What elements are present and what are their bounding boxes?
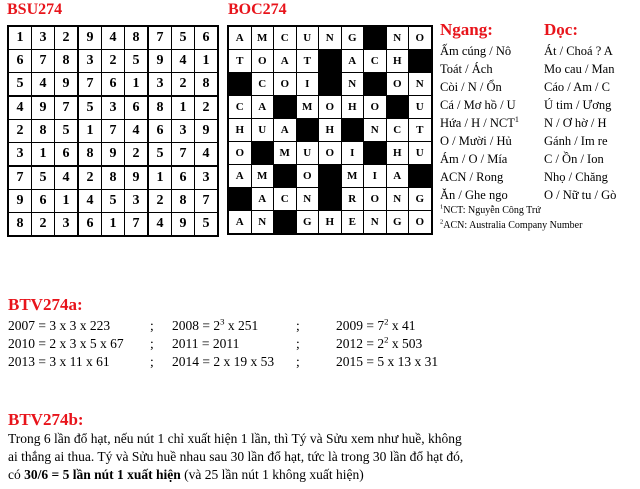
sudoku-cell: 2 (32, 213, 55, 237)
crossword-cell: G (296, 211, 319, 235)
crossword-cell: O (409, 211, 432, 235)
crossword-black-cell (386, 96, 409, 119)
sudoku-cell: 9 (148, 50, 172, 73)
sudoku-cell: 5 (172, 26, 195, 50)
ngang-title: Ngang: (440, 20, 493, 39)
sudoku-cell: 9 (125, 166, 149, 190)
btv-b-line: có 30/6 = 5 lần nút 1 xuất hiện (và 25 lần nút 1 không xuất hiện) (8, 467, 364, 482)
crossword-cell: N (319, 26, 342, 50)
doc-clue: C / Ồn / Ion (544, 152, 604, 166)
crossword-black-cell (409, 165, 432, 188)
ngang-clue: Ám / O / Mía (440, 152, 508, 166)
sudoku-cell: 7 (32, 50, 55, 73)
ngang-clue: Ăn / Ghe ngo (440, 188, 508, 202)
crossword-cell: N (296, 188, 319, 211)
sudoku-cell: 9 (32, 96, 55, 120)
crossword-cell: H (319, 119, 342, 142)
sudoku-cell: 5 (55, 120, 79, 143)
sudoku-cell: 1 (195, 50, 219, 73)
crossword-cell: G (341, 26, 364, 50)
crossword-cell: M (296, 96, 319, 119)
btv-b-line: Trong 6 lần đổ hạt, nếu nút 1 chỉ xuất hiện 1 lần, thì Tý và Sửu xem như huề, không (8, 431, 462, 446)
separator: ; (150, 354, 154, 369)
sudoku-cell: 2 (8, 120, 32, 143)
crossword-cell: C (274, 188, 297, 211)
factorization-equation: 2015 = 5 x 13 x 31 (336, 354, 439, 369)
sudoku-cell: 5 (78, 96, 102, 120)
crossword-cell: H (341, 96, 364, 119)
crossword-cell: U (409, 96, 432, 119)
sudoku-cell: 6 (102, 73, 125, 97)
doc-clue: Mo cau / Man (544, 62, 615, 76)
crossword-cell: A (228, 211, 251, 235)
crossword-cell: U (296, 26, 319, 50)
ngang-clue: Ấm cúng / Nô (440, 44, 512, 58)
sudoku-cell: 8 (148, 96, 172, 120)
sudoku-cell: 5 (125, 50, 149, 73)
sudoku-cell: 1 (78, 120, 102, 143)
crossword-cell: T (228, 50, 251, 73)
crossword-cell: C (364, 50, 387, 73)
sudoku-cell: 2 (78, 166, 102, 190)
crossword-cell: M (341, 165, 364, 188)
doc-clue: Cáo / Am / C (544, 80, 610, 94)
sudoku-cell: 2 (195, 96, 219, 120)
factorization-equation: $2008 = 2^3$ x 251 (172, 316, 259, 333)
factorization-equation: 2013 = 3 x 11 x 61 (8, 354, 110, 369)
sudoku-cell: 4 (8, 96, 32, 120)
crossword-grid (227, 25, 433, 235)
crossword-cell: N (386, 26, 409, 50)
sudoku-cell: 8 (32, 120, 55, 143)
crossword-cell: H (386, 142, 409, 165)
separator: ; (150, 336, 154, 351)
doc-list (544, 42, 616, 204)
sudoku-cell: 8 (172, 190, 195, 213)
separator: ; (296, 318, 300, 333)
sudoku-cell: 4 (172, 50, 195, 73)
crossword-cell: C (228, 96, 251, 119)
factorization-equation: $2012 = 2^2$ x 503 (336, 334, 423, 351)
sudoku-cell: 7 (102, 120, 125, 143)
crossword-cell: A (251, 188, 274, 211)
sudoku-cell: 6 (55, 143, 79, 167)
crossword-black-cell (274, 211, 297, 235)
crossword-black-cell (228, 73, 251, 96)
sudoku-cell: 1 (102, 213, 125, 237)
crossword-cell: I (341, 142, 364, 165)
sudoku-cell: 4 (125, 120, 149, 143)
sudoku-cell: 4 (148, 213, 172, 237)
sudoku-cell: 7 (172, 143, 195, 167)
crossword-black-cell (228, 188, 251, 211)
crossword-cell: N (364, 119, 387, 142)
crossword-cell: C (386, 119, 409, 142)
doc-clue: N / Ơ hờ / H (544, 116, 607, 130)
factorization-equation: 2010 = 2 x 3 x 5 x 67 (8, 336, 124, 351)
crossword-black-cell (364, 142, 387, 165)
crossword-cell: A (251, 96, 274, 119)
sudoku-cell: 3 (102, 96, 125, 120)
crossword-cell: U (296, 142, 319, 165)
sudoku-cell: 9 (195, 120, 219, 143)
ngang-clue: Còi / N / Ổn (440, 80, 502, 94)
sudoku-cell: 7 (8, 166, 32, 190)
sudoku-cell: 2 (125, 143, 149, 167)
separator: ; (296, 354, 300, 369)
crossword-black-cell (341, 119, 364, 142)
crossword-cell: A (274, 119, 297, 142)
factorization-equation: $2009 = 7^2$ x 41 (336, 316, 416, 333)
sudoku-cell: 3 (195, 166, 219, 190)
sudoku-cell: 3 (78, 50, 102, 73)
sudoku-cell: 1 (32, 143, 55, 167)
sudoku-grid (7, 25, 219, 237)
sudoku-cell: 4 (195, 143, 219, 167)
factorization-equation: 2007 = 3 x 3 x 223 (8, 318, 111, 333)
sudoku-cell: 1 (125, 73, 149, 97)
btv-b-title: BTV274b: (8, 410, 84, 429)
ngang-list (440, 42, 519, 204)
crossword-cell: A (274, 50, 297, 73)
sudoku-cell: 6 (148, 120, 172, 143)
crossword-black-cell (274, 165, 297, 188)
crossword-cell: O (364, 96, 387, 119)
crossword-cell: N (251, 211, 274, 235)
doc-clue: Gánh / Im re (544, 134, 608, 148)
crossword-cell: O (319, 96, 342, 119)
sudoku-cell: 3 (55, 213, 79, 237)
sudoku-cell: 9 (55, 73, 79, 97)
sudoku-cell: 5 (32, 166, 55, 190)
sudoku-cell: 4 (102, 26, 125, 50)
crossword-cell: N (386, 188, 409, 211)
crossword-cell: R (341, 188, 364, 211)
crossword-cell: C (251, 73, 274, 96)
doc-clue: Ú tim / Ương (544, 98, 612, 112)
crossword-black-cell (319, 50, 342, 73)
ngang-clue: O / Mười / Hủ (440, 134, 512, 148)
crossword-cell: O (251, 50, 274, 73)
crossword-cell: A (228, 26, 251, 50)
crossword-cell: O (386, 73, 409, 96)
sudoku-cell: 7 (148, 26, 172, 50)
sudoku-cell: 4 (78, 190, 102, 213)
sudoku-cell: 8 (102, 166, 125, 190)
crossword-black-cell (319, 165, 342, 188)
doc-clue: Át / Choá ? A (544, 44, 613, 58)
sudoku-cell: 3 (125, 190, 149, 213)
crossword-cell: O (364, 188, 387, 211)
crossword-cell: T (296, 50, 319, 73)
separator: ; (150, 318, 154, 333)
sudoku-cell: 7 (78, 73, 102, 97)
crossword-cell: T (409, 119, 432, 142)
sudoku-cell: 2 (55, 26, 79, 50)
crossword-cell: O (274, 73, 297, 96)
crossword-black-cell (364, 73, 387, 96)
crossword-cell: H (319, 211, 342, 235)
sudoku-cell: 6 (125, 96, 149, 120)
crossword-cell: O (319, 142, 342, 165)
sudoku-cell: 6 (172, 166, 195, 190)
sudoku-cell: 7 (125, 213, 149, 237)
sudoku-cell: 1 (55, 190, 79, 213)
crossword-cell: A (341, 50, 364, 73)
sudoku-cell: 5 (102, 190, 125, 213)
crossword-cell: N (409, 73, 432, 96)
sudoku-cell: 1 (172, 96, 195, 120)
sudoku-cell: 8 (8, 213, 32, 237)
crossword-cell: G (386, 211, 409, 235)
factorization-equation: 2011 = 2011 (172, 336, 240, 351)
crossword-cell: M (251, 165, 274, 188)
crossword-black-cell (319, 188, 342, 211)
crossword-cell: C (274, 26, 297, 50)
btv-a-title: BTV274a: (8, 295, 83, 314)
crossword-cell: M (274, 142, 297, 165)
sudoku-cell: 5 (8, 73, 32, 97)
sudoku-cell: 3 (148, 73, 172, 97)
factorization-equation: 2014 = 2 x 19 x 53 (172, 354, 275, 369)
crossword-black-cell (364, 26, 387, 50)
sudoku-cell: 5 (148, 143, 172, 167)
footnote-1: $^1$NCT: Nguyễn Công Trứ (440, 203, 541, 216)
sudoku-cell: 8 (125, 26, 149, 50)
footnote-2: $^2$ACN: Australia Company Number (440, 218, 583, 231)
sudoku-cell: 7 (195, 190, 219, 213)
sudoku-cell: 9 (172, 213, 195, 237)
ngang-clue-with-ref: ACN / Rong (440, 170, 504, 184)
crossword-black-cell (251, 142, 274, 165)
sudoku-cell: 9 (8, 190, 32, 213)
sudoku-cell: 2 (102, 50, 125, 73)
sudoku-cell: 6 (32, 190, 55, 213)
doc-clue: Nhọ / Chăng (544, 170, 608, 184)
crossword-cell: O (228, 142, 251, 165)
sudoku-cell: 1 (8, 26, 32, 50)
crossword-cell: U (409, 142, 432, 165)
crossword-cell: G (409, 188, 432, 211)
ngang-clue-with-ref: Hứa / H / NCT$^1$ (440, 114, 519, 130)
sudoku-cell: 6 (8, 50, 32, 73)
sudoku-cell: 7 (55, 96, 79, 120)
sudoku-cell: 4 (55, 166, 79, 190)
sudoku-title: BSU274 (7, 1, 63, 18)
sudoku-cell: 8 (78, 143, 102, 167)
sudoku-cell: 9 (78, 26, 102, 50)
sudoku-cell: 1 (148, 166, 172, 190)
crossword-black-cell (296, 119, 319, 142)
sudoku-cell: 2 (148, 190, 172, 213)
crossword-title: BOC274 (228, 1, 287, 18)
crossword-cell: I (296, 73, 319, 96)
crossword-cell: O (296, 165, 319, 188)
doc-title: Dọc: (544, 20, 578, 39)
crossword-cell: E (341, 211, 364, 235)
crossword-cell: O (409, 26, 432, 50)
crossword-black-cell (274, 96, 297, 119)
crossword-black-cell (409, 50, 432, 73)
sudoku-cell: 8 (195, 73, 219, 97)
sudoku-cell: 3 (8, 143, 32, 167)
sudoku-cell: 8 (55, 50, 79, 73)
crossword-cell: M (251, 26, 274, 50)
crossword-black-cell (319, 73, 342, 96)
crossword-cell: A (386, 165, 409, 188)
sudoku-cell: 3 (32, 26, 55, 50)
ngang-clue: Toát / Ách (440, 62, 493, 76)
ngang-clue: Cá / Mơ hồ / U (440, 98, 516, 112)
doc-clue: O / Nữ tu / Gò (544, 188, 617, 202)
crossword-cell: A (228, 165, 251, 188)
crossword-cell: I (364, 165, 387, 188)
sudoku-cell: 6 (78, 213, 102, 237)
crossword-cell: H (228, 119, 251, 142)
crossword-cell: H (386, 50, 409, 73)
btv-b-answer (8, 430, 638, 484)
crossword-cell: N (364, 211, 387, 235)
sudoku-cell: 2 (172, 73, 195, 97)
sudoku-cell: 9 (102, 143, 125, 167)
sudoku-cell: 3 (172, 120, 195, 143)
separator: ; (296, 336, 300, 351)
crossword-cell: U (251, 119, 274, 142)
crossword-cell: N (341, 73, 364, 96)
btv-b-line: ai thắng ai thua. Tý và Sửu huề nhau sau 30 lần đổ hạt, tức là trong 30 lần đổ hạt đó, (8, 449, 464, 464)
sudoku-cell: 6 (195, 26, 219, 50)
sudoku-cell: 4 (32, 73, 55, 97)
sudoku-cell: 5 (195, 213, 219, 237)
